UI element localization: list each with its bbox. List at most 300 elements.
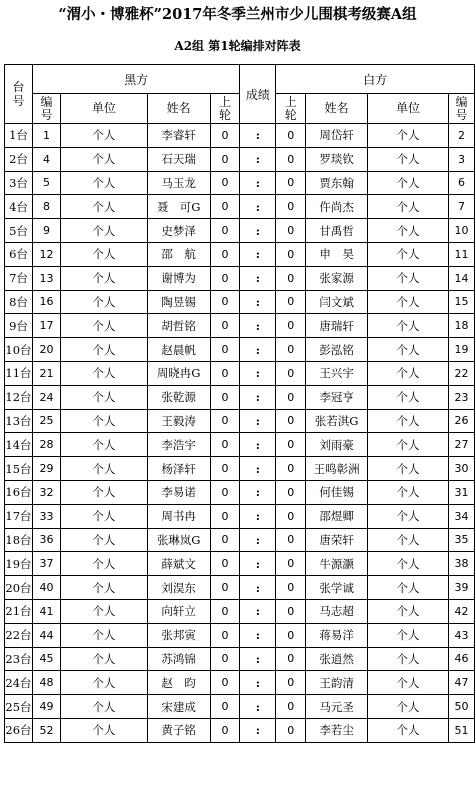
- white-name-cell: 刘雨豪: [306, 433, 368, 457]
- white-number-cell: 50: [448, 695, 474, 719]
- table-row: [5, 457, 475, 481]
- white-unit-cell: 个人: [367, 195, 448, 219]
- table-row: [5, 195, 475, 219]
- white-number-cell: 46: [448, 647, 474, 671]
- white-unit-cell: 个人: [367, 338, 448, 362]
- white-unit-cell: 个人: [367, 219, 448, 243]
- result-cell: :: [240, 124, 276, 148]
- black-name-cell: 李易诺: [147, 480, 210, 504]
- white-unit-cell: 个人: [367, 147, 448, 171]
- black-name-cell: 王毅涛: [147, 409, 210, 433]
- black-unit-cell: 个人: [60, 147, 147, 171]
- table-row: [5, 361, 475, 385]
- black-name-cell: 苏鸿锦: [147, 647, 210, 671]
- black-prev-cell: 0: [210, 385, 240, 409]
- table-row: [5, 147, 475, 171]
- white-unit-cell: 个人: [367, 671, 448, 695]
- table-row: [5, 671, 475, 695]
- result-cell: :: [240, 242, 276, 266]
- table-row: [5, 647, 475, 671]
- black-number-cell: 20: [32, 338, 60, 362]
- black-number-cell: 32: [32, 480, 60, 504]
- black-number-cell: 49: [32, 695, 60, 719]
- black-prev-cell: 0: [210, 552, 240, 576]
- white-name-cell: 王鸣彰洲: [306, 457, 368, 481]
- result-cell: :: [240, 171, 276, 195]
- result-cell: :: [240, 338, 276, 362]
- black-prev-cell: 0: [210, 338, 240, 362]
- white-unit-cell: 个人: [367, 266, 448, 290]
- result-cell: :: [240, 314, 276, 338]
- table-no-cell: 12台: [5, 385, 33, 409]
- white-name-cell: 甘禹哲: [306, 219, 368, 243]
- black-name-cell: 史梦泽: [147, 219, 210, 243]
- black-number-cell: 44: [32, 623, 60, 647]
- result-cell: :: [240, 599, 276, 623]
- black-unit-cell: 个人: [60, 528, 147, 552]
- black-prev-cell: 0: [210, 695, 240, 719]
- black-unit-cell: 个人: [60, 623, 147, 647]
- black-name-cell: 周晓冉G: [147, 361, 210, 385]
- black-number-cell: 36: [32, 528, 60, 552]
- white-number-cell: 26: [448, 409, 474, 433]
- black-number-cell: 48: [32, 671, 60, 695]
- black-number-cell: 33: [32, 504, 60, 528]
- white-name-cell: 李冠亨: [306, 385, 368, 409]
- black-number-cell: 4: [32, 147, 60, 171]
- black-prev-cell: 0: [210, 480, 240, 504]
- white-unit-cell: 个人: [367, 528, 448, 552]
- table-row: [5, 124, 475, 148]
- white-name-cell: 王兴宇: [306, 361, 368, 385]
- black-name-cell: 赵 昀: [147, 671, 210, 695]
- black-unit-cell: 个人: [60, 314, 147, 338]
- white-prev-cell: 0: [276, 361, 306, 385]
- white-prev-cell: 0: [276, 266, 306, 290]
- black-unit-cell: 个人: [60, 504, 147, 528]
- black-prev-cell: 0: [210, 433, 240, 457]
- black-unit-cell: 个人: [60, 671, 147, 695]
- black-unit-cell: 个人: [60, 195, 147, 219]
- black-prev-cell: 0: [210, 623, 240, 647]
- black-number-cell: 21: [32, 361, 60, 385]
- table-row: [5, 599, 475, 623]
- header-black-number: 编号: [32, 94, 60, 124]
- white-name-cell: 张逍然: [306, 647, 368, 671]
- header-white-name: 姓名: [306, 94, 368, 124]
- page-subtitle: A2组 第1轮编排对阵表: [174, 39, 301, 53]
- white-name-cell: 王韵清: [306, 671, 368, 695]
- result-cell: :: [240, 266, 276, 290]
- black-unit-cell: 个人: [60, 361, 147, 385]
- header-black-prev: 上轮: [210, 94, 240, 124]
- black-unit-cell: 个人: [60, 552, 147, 576]
- table-row: [5, 409, 475, 433]
- table-no-cell: 16台: [5, 480, 33, 504]
- black-name-cell: 谢博为: [147, 266, 210, 290]
- table-no-cell: 9台: [5, 314, 33, 338]
- table-no-cell: 18台: [5, 528, 33, 552]
- result-cell: :: [240, 647, 276, 671]
- black-number-cell: 1: [32, 124, 60, 148]
- white-prev-cell: 0: [276, 671, 306, 695]
- white-number-cell: 14: [448, 266, 474, 290]
- pairing-table: [4, 64, 475, 743]
- white-unit-cell: 个人: [367, 576, 448, 600]
- white-unit-cell: 个人: [367, 409, 448, 433]
- black-name-cell: 邵 航: [147, 242, 210, 266]
- white-number-cell: 18: [448, 314, 474, 338]
- white-prev-cell: 0: [276, 219, 306, 243]
- white-number-cell: 39: [448, 576, 474, 600]
- white-unit-cell: 个人: [367, 504, 448, 528]
- black-unit-cell: 个人: [60, 576, 147, 600]
- black-number-cell: 24: [32, 385, 60, 409]
- black-number-cell: 13: [32, 266, 60, 290]
- white-name-cell: 唐荣轩: [306, 528, 368, 552]
- white-number-cell: 51: [448, 718, 474, 742]
- black-prev-cell: 0: [210, 290, 240, 314]
- black-name-cell: 李睿轩: [147, 124, 210, 148]
- white-unit-cell: 个人: [367, 552, 448, 576]
- white-unit-cell: 个人: [367, 599, 448, 623]
- black-unit-cell: 个人: [60, 219, 147, 243]
- white-prev-cell: 0: [276, 242, 306, 266]
- black-prev-cell: 0: [210, 457, 240, 481]
- black-prev-cell: 0: [210, 171, 240, 195]
- white-prev-cell: 0: [276, 576, 306, 600]
- black-unit-cell: 个人: [60, 409, 147, 433]
- black-name-cell: 石天瑞: [147, 147, 210, 171]
- black-prev-cell: 0: [210, 599, 240, 623]
- result-cell: :: [240, 671, 276, 695]
- black-number-cell: 25: [32, 409, 60, 433]
- white-unit-cell: 个人: [367, 433, 448, 457]
- black-prev-cell: 0: [210, 195, 240, 219]
- result-cell: :: [240, 457, 276, 481]
- table-no-cell: 14台: [5, 433, 33, 457]
- black-number-cell: 16: [32, 290, 60, 314]
- white-number-cell: 34: [448, 504, 474, 528]
- result-cell: :: [240, 695, 276, 719]
- table-row: [5, 290, 475, 314]
- white-name-cell: 马志超: [306, 599, 368, 623]
- white-number-cell: 11: [448, 242, 474, 266]
- white-prev-cell: 0: [276, 171, 306, 195]
- white-unit-cell: 个人: [367, 695, 448, 719]
- white-prev-cell: 0: [276, 504, 306, 528]
- black-unit-cell: 个人: [60, 338, 147, 362]
- black-prev-cell: 0: [210, 242, 240, 266]
- black-prev-cell: 0: [210, 718, 240, 742]
- header-black-name: 姓名: [147, 94, 210, 124]
- header-black: 黑方: [32, 65, 239, 94]
- white-name-cell: 蒋易洋: [306, 623, 368, 647]
- result-cell: :: [240, 290, 276, 314]
- black-prev-cell: 0: [210, 266, 240, 290]
- white-prev-cell: 0: [276, 623, 306, 647]
- table-no-cell: 7台: [5, 266, 33, 290]
- black-unit-cell: 个人: [60, 385, 147, 409]
- white-name-cell: 牛源灏: [306, 552, 368, 576]
- white-prev-cell: 0: [276, 338, 306, 362]
- result-cell: :: [240, 195, 276, 219]
- black-number-cell: 29: [32, 457, 60, 481]
- white-unit-cell: 个人: [367, 623, 448, 647]
- white-prev-cell: 0: [276, 147, 306, 171]
- black-name-cell: 马玉龙: [147, 171, 210, 195]
- black-name-cell: 张邦寅: [147, 623, 210, 647]
- page-title: “渭小・博雅杯”2017年冬季兰州市少儿围棋考级赛A组: [58, 6, 417, 23]
- white-name-cell: 闫文斌: [306, 290, 368, 314]
- black-unit-cell: 个人: [60, 480, 147, 504]
- black-number-cell: 5: [32, 171, 60, 195]
- black-name-cell: 胡哲铭: [147, 314, 210, 338]
- white-prev-cell: 0: [276, 647, 306, 671]
- table-no-cell: 2台: [5, 147, 33, 171]
- black-number-cell: 17: [32, 314, 60, 338]
- black-name-cell: 黄子铭: [147, 718, 210, 742]
- table-row: [5, 576, 475, 600]
- white-number-cell: 19: [448, 338, 474, 362]
- table-no-cell: 20台: [5, 576, 33, 600]
- table-row: [5, 552, 475, 576]
- white-name-cell: 张若淇G: [306, 409, 368, 433]
- black-prev-cell: 0: [210, 576, 240, 600]
- white-number-cell: 31: [448, 480, 474, 504]
- result-cell: :: [240, 576, 276, 600]
- white-name-cell: 马元圣: [306, 695, 368, 719]
- white-number-cell: 47: [448, 671, 474, 695]
- table-no-cell: 6台: [5, 242, 33, 266]
- table-no-cell: 3台: [5, 171, 33, 195]
- table-no-cell: 5台: [5, 219, 33, 243]
- result-cell: :: [240, 623, 276, 647]
- white-name-cell: 申 昊: [306, 242, 368, 266]
- table-row: [5, 695, 475, 719]
- black-name-cell: 聂 可G: [147, 195, 210, 219]
- black-unit-cell: 个人: [60, 718, 147, 742]
- white-number-cell: 35: [448, 528, 474, 552]
- table-no-cell: 22台: [5, 623, 33, 647]
- black-prev-cell: 0: [210, 647, 240, 671]
- white-prev-cell: 0: [276, 528, 306, 552]
- result-cell: :: [240, 219, 276, 243]
- black-name-cell: 周书冉: [147, 504, 210, 528]
- table-row: [5, 480, 475, 504]
- header-black-unit: 单位: [60, 94, 147, 124]
- black-unit-cell: 个人: [60, 695, 147, 719]
- white-prev-cell: 0: [276, 695, 306, 719]
- black-unit-cell: 个人: [60, 171, 147, 195]
- table-no-cell: 13台: [5, 409, 33, 433]
- table-no-cell: 25台: [5, 695, 33, 719]
- black-name-cell: 陶昱锡: [147, 290, 210, 314]
- table-no-cell: 26台: [5, 718, 33, 742]
- table-row: [5, 718, 475, 742]
- table-no-cell: 11台: [5, 361, 33, 385]
- table-no-cell: 21台: [5, 599, 33, 623]
- result-cell: :: [240, 147, 276, 171]
- white-prev-cell: 0: [276, 457, 306, 481]
- black-prev-cell: 0: [210, 219, 240, 243]
- white-name-cell: 仵尚杰: [306, 195, 368, 219]
- table-row: [5, 266, 475, 290]
- white-prev-cell: 0: [276, 385, 306, 409]
- header-table-no: 台号: [5, 65, 33, 124]
- table-no-cell: 24台: [5, 671, 33, 695]
- white-unit-cell: 个人: [367, 718, 448, 742]
- white-unit-cell: 个人: [367, 290, 448, 314]
- white-name-cell: 李若尘: [306, 718, 368, 742]
- white-unit-cell: 个人: [367, 314, 448, 338]
- result-cell: :: [240, 528, 276, 552]
- black-name-cell: 宋建成: [147, 695, 210, 719]
- black-prev-cell: 0: [210, 124, 240, 148]
- black-name-cell: 杨泽轩: [147, 457, 210, 481]
- black-prev-cell: 0: [210, 361, 240, 385]
- black-name-cell: 刘淏东: [147, 576, 210, 600]
- black-unit-cell: 个人: [60, 457, 147, 481]
- table-no-cell: 15台: [5, 457, 33, 481]
- black-prev-cell: 0: [210, 314, 240, 338]
- white-name-cell: 周岱轩: [306, 124, 368, 148]
- black-number-cell: 9: [32, 219, 60, 243]
- black-prev-cell: 0: [210, 409, 240, 433]
- black-number-cell: 28: [32, 433, 60, 457]
- result-cell: :: [240, 385, 276, 409]
- black-unit-cell: 个人: [60, 242, 147, 266]
- black-name-cell: 薛斌文: [147, 552, 210, 576]
- table-row: [5, 242, 475, 266]
- result-cell: :: [240, 552, 276, 576]
- white-number-cell: 3: [448, 147, 474, 171]
- black-name-cell: 张乾源: [147, 385, 210, 409]
- white-number-cell: 23: [448, 385, 474, 409]
- black-prev-cell: 0: [210, 504, 240, 528]
- result-cell: :: [240, 433, 276, 457]
- white-unit-cell: 个人: [367, 647, 448, 671]
- white-unit-cell: 个人: [367, 480, 448, 504]
- white-number-cell: 27: [448, 433, 474, 457]
- white-number-cell: 42: [448, 599, 474, 623]
- black-prev-cell: 0: [210, 671, 240, 695]
- white-number-cell: 38: [448, 552, 474, 576]
- result-cell: :: [240, 409, 276, 433]
- header-white: 白方: [276, 65, 475, 94]
- table-row: [5, 385, 475, 409]
- table-row: [5, 171, 475, 195]
- white-prev-cell: 0: [276, 124, 306, 148]
- white-prev-cell: 0: [276, 433, 306, 457]
- table-row: [5, 528, 475, 552]
- white-name-cell: 罗琰钦: [306, 147, 368, 171]
- white-name-cell: 张学诚: [306, 576, 368, 600]
- table-row: [5, 433, 475, 457]
- table-row: [5, 623, 475, 647]
- header-result: 成绩: [240, 65, 276, 124]
- table-no-cell: 23台: [5, 647, 33, 671]
- white-unit-cell: 个人: [367, 171, 448, 195]
- black-number-cell: 37: [32, 552, 60, 576]
- white-prev-cell: 0: [276, 314, 306, 338]
- header-white-number: 编号: [448, 94, 474, 124]
- result-cell: :: [240, 480, 276, 504]
- black-unit-cell: 个人: [60, 290, 147, 314]
- black-unit-cell: 个人: [60, 647, 147, 671]
- black-unit-cell: 个人: [60, 124, 147, 148]
- black-name-cell: 张琳岚G: [147, 528, 210, 552]
- white-name-cell: 唐瑞轩: [306, 314, 368, 338]
- black-number-cell: 8: [32, 195, 60, 219]
- white-prev-cell: 0: [276, 599, 306, 623]
- white-number-cell: 7: [448, 195, 474, 219]
- header-white-prev: 上轮: [276, 94, 306, 124]
- white-number-cell: 30: [448, 457, 474, 481]
- table-no-cell: 4台: [5, 195, 33, 219]
- table-row: [5, 338, 475, 362]
- white-unit-cell: 个人: [367, 385, 448, 409]
- result-cell: :: [240, 361, 276, 385]
- white-unit-cell: 个人: [367, 124, 448, 148]
- black-unit-cell: 个人: [60, 266, 147, 290]
- white-number-cell: 10: [448, 219, 474, 243]
- black-number-cell: 40: [32, 576, 60, 600]
- black-prev-cell: 0: [210, 147, 240, 171]
- white-prev-cell: 0: [276, 552, 306, 576]
- white-number-cell: 15: [448, 290, 474, 314]
- white-prev-cell: 0: [276, 718, 306, 742]
- white-prev-cell: 0: [276, 409, 306, 433]
- black-unit-cell: 个人: [60, 599, 147, 623]
- black-name-cell: 李浩宇: [147, 433, 210, 457]
- table-row: [5, 219, 475, 243]
- white-name-cell: 彭泓铭: [306, 338, 368, 362]
- white-name-cell: 贾东翰: [306, 171, 368, 195]
- table-row: [5, 504, 475, 528]
- white-number-cell: 22: [448, 361, 474, 385]
- table-no-cell: 1台: [5, 124, 33, 148]
- table-no-cell: 8台: [5, 290, 33, 314]
- white-prev-cell: 0: [276, 480, 306, 504]
- header-white-unit: 单位: [367, 94, 448, 124]
- table-no-cell: 10台: [5, 338, 33, 362]
- white-name-cell: 何佳锡: [306, 480, 368, 504]
- black-number-cell: 12: [32, 242, 60, 266]
- white-prev-cell: 0: [276, 195, 306, 219]
- black-unit-cell: 个人: [60, 433, 147, 457]
- table-no-cell: 17台: [5, 504, 33, 528]
- black-number-cell: 52: [32, 718, 60, 742]
- black-name-cell: 向轩立: [147, 599, 210, 623]
- black-prev-cell: 0: [210, 528, 240, 552]
- table-no-cell: 19台: [5, 552, 33, 576]
- white-number-cell: 2: [448, 124, 474, 148]
- black-number-cell: 45: [32, 647, 60, 671]
- white-name-cell: 邵煜卿: [306, 504, 368, 528]
- white-unit-cell: 个人: [367, 457, 448, 481]
- table-row: [5, 314, 475, 338]
- black-name-cell: 赵晨帆: [147, 338, 210, 362]
- result-cell: :: [240, 718, 276, 742]
- white-prev-cell: 0: [276, 290, 306, 314]
- white-number-cell: 6: [448, 171, 474, 195]
- white-name-cell: 张家源: [306, 266, 368, 290]
- result-cell: :: [240, 504, 276, 528]
- white-unit-cell: 个人: [367, 361, 448, 385]
- white-number-cell: 43: [448, 623, 474, 647]
- black-number-cell: 41: [32, 599, 60, 623]
